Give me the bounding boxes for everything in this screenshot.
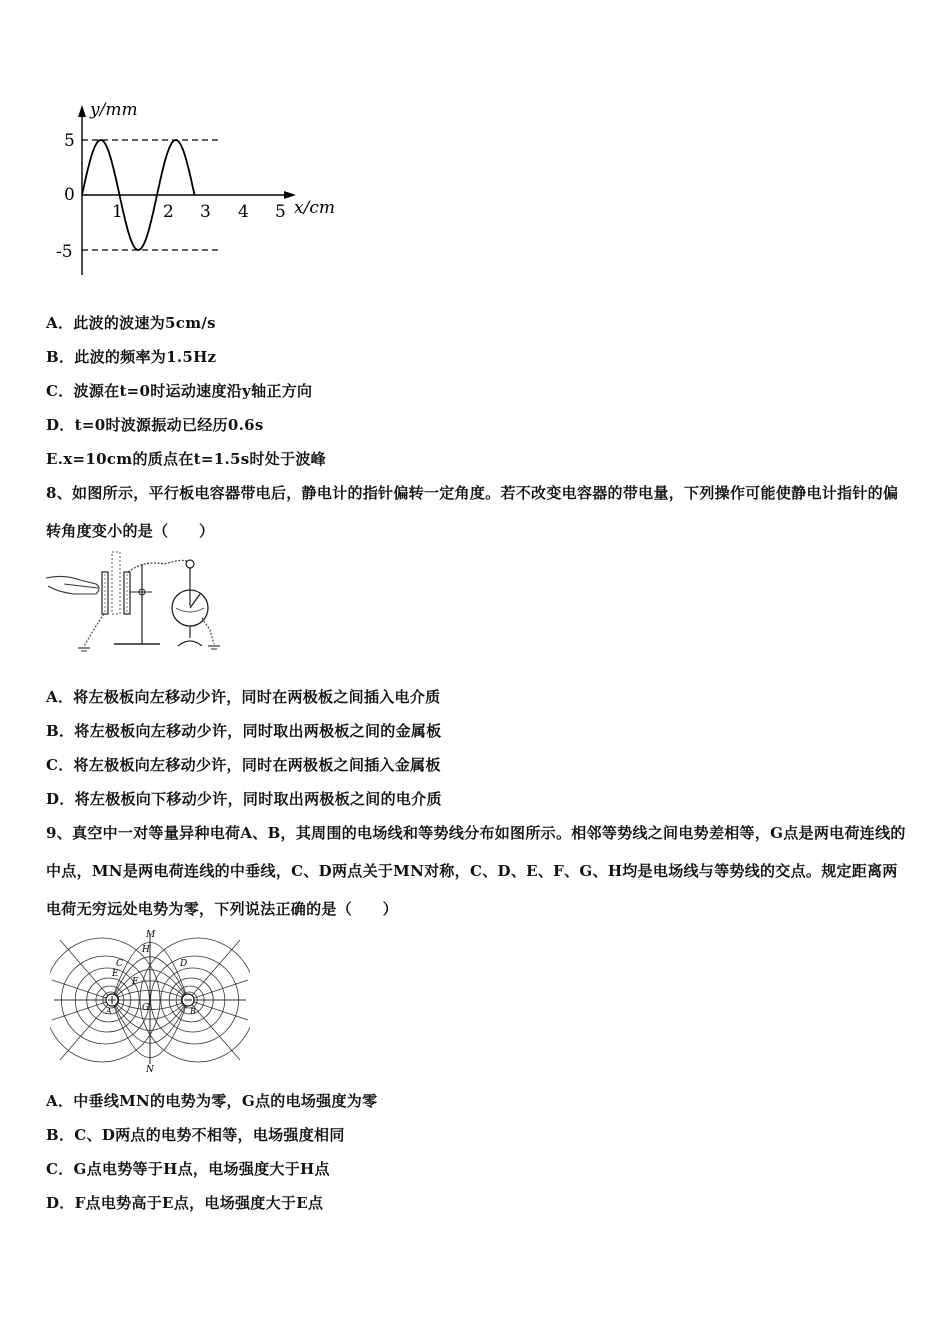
q8-option-b: B．将左极板向左移动少许，同时取出两极板之间的金属板 (46, 722, 442, 740)
q9-option-c: C．G点电势等于H点，电场强度大于H点 (46, 1160, 330, 1178)
wave-graph (50, 95, 350, 280)
label-f: F (132, 977, 139, 987)
y-axis-arrow (78, 105, 86, 117)
q8-stem: 8、如图所示，平行板电容器带电后，静电计的指针偏转一定角度。若不改变电容器的带电量，下列操作可能使静电计指针的偏转角度变小的是（ ） (46, 484, 899, 540)
q9-option-d: D．F点电势高于E点，电场强度大于E点 (46, 1194, 324, 1212)
electrometer-needle (190, 594, 200, 608)
electrometer-knob (186, 560, 194, 568)
capacitor-electrometer-figure (44, 548, 234, 658)
dielectric-slab (112, 552, 120, 614)
x-tick-label: 1 (112, 202, 123, 222)
x-tick-label: 3 (200, 202, 211, 222)
label-e: E (112, 969, 119, 979)
q8-option-c: C．将左极板向左移动少许，同时在两极板之间插入金属板 (46, 756, 441, 774)
ground-chain-right (202, 618, 214, 644)
q7-option-a: A．此波的波速为5cm/s (46, 314, 216, 332)
label-m: M (146, 930, 156, 940)
y-tick-label: -5 (56, 242, 73, 262)
q7-option-c: C．波源在t=0时运动速度沿y轴正方向 (46, 382, 313, 400)
label-g: G (142, 1003, 150, 1013)
x-tick-label: 5 (275, 202, 286, 222)
connecting-chain (128, 560, 188, 572)
q8-option-a: A．将左极板向左移动少许，同时在两极板之间插入电介质 (46, 688, 441, 706)
y-tick-label: 5 (64, 131, 75, 151)
q7-option-b: B．此波的频率为1.5Hz (46, 348, 217, 366)
ground-chain-left (84, 614, 104, 646)
q7-option-d: D．t=0时波源振动已经历0.6s (46, 416, 264, 434)
q7-option-e: E.x=10cm的质点在t=1.5s时处于波峰 (46, 450, 326, 468)
dipole-field-figure (50, 928, 250, 1073)
y-tick-label: 0 (64, 185, 75, 205)
label-n: N (146, 1065, 154, 1073)
q9-option-b: B．C、D两点的电势不相等，电场强度相同 (46, 1126, 345, 1144)
label-h: H (142, 945, 150, 955)
label-a: A (106, 1007, 112, 1016)
x-axis-label: x/cm (294, 198, 335, 218)
label-c: C (116, 959, 123, 969)
y-axis-label: y/mm (90, 100, 138, 120)
label-d: D (180, 959, 188, 969)
q9-option-a: A．中垂线MN的电势为零，G点的电场强度为零 (46, 1092, 378, 1110)
q9-stem: 9、真空中一对等量异种电荷A、B，其周围的电场线和等势线分布如图所示。相邻等势线之间电势差相等，G点是两电荷连线的中点，MN是两电荷连线的中垂线，C、D两点关于MN对称，C、D、E、F、G、H均是电场线与等势线的交点。规定距离两电荷无穷远处电势为零，下列说法正确的是（ ） (46, 824, 906, 918)
x-tick-label: 2 (163, 202, 174, 222)
label-b: B (190, 1007, 196, 1016)
x-tick-label: 4 (238, 202, 249, 222)
q8-option-d: D．将左极板向下移动少许，同时取出两极板之间的电介质 (46, 790, 442, 808)
